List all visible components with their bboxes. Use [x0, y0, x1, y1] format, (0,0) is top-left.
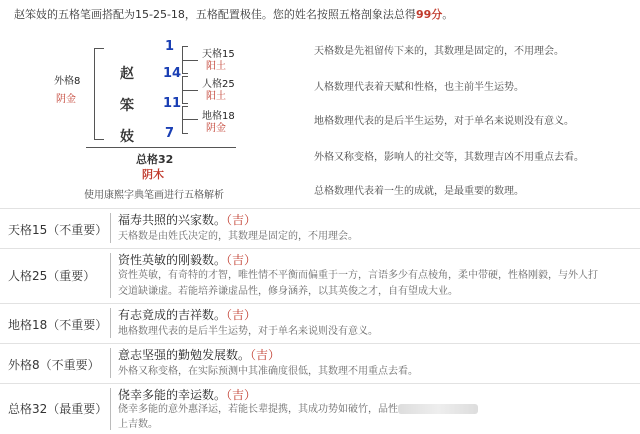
explanation-renge: 人格数理代表着天赋和性格，也主前半生运势。	[314, 82, 524, 93]
score-value: 99分	[415, 8, 443, 21]
waige-element: 阴金	[56, 94, 76, 105]
row-desc-line-1: 资性英敏，有奇特的才智，唯性情不平衡而偏重于一方，言语多少有点棱角，柔中带硬，性格刚毅，与外人打	[118, 270, 598, 281]
row-title: 福寿共照的兴家数。（吉）	[118, 213, 257, 227]
table-row	[0, 344, 640, 382]
stroke-num-4: 7	[165, 126, 175, 141]
table-row	[0, 384, 640, 434]
waige-label: 外格8	[54, 76, 81, 87]
row-desc: 天格数是由姓氏决定的，其数理是固定的，不用理会。	[118, 231, 358, 242]
row-desc-line-1: 侥幸多能的意外惠泽运，若能长辈提携，其成功势如破竹，品性	[118, 401, 478, 419]
diagram-caption: 使用康熙字典笔画进行五格解析	[84, 190, 224, 201]
dige-label: 地格18	[202, 111, 235, 122]
row-desc-line-2: 交道缺谦虚。若能培养谦虚品性，修身涵养，以其英俊之才，自有望成大业。	[118, 286, 458, 297]
row-label: 人格25（重要）	[8, 269, 96, 283]
explanation-zongge: 总格数理代表着一生的成就，是最重要的数理。	[314, 186, 524, 197]
zongge-label: 总格32	[136, 153, 174, 166]
row-title: 资性英敏的刚毅数。（吉）	[118, 253, 257, 267]
row-title: 意志坚强的勤勉发展数。（吉）	[118, 348, 281, 362]
tiange-element: 阳土	[206, 61, 226, 72]
renge-label: 人格25	[202, 79, 235, 90]
explanation-tiange: 天格数是先祖留传下来的，其数理是固定的，不用理会。	[314, 46, 564, 57]
tiange-label: 天格15	[202, 49, 235, 60]
row-label: 地格18（不重要）	[8, 318, 108, 332]
row-title: 侥幸多能的幸运数。（吉）	[118, 388, 257, 402]
row-desc-line-2: 上吉数。	[118, 419, 158, 430]
dige-element: 阴金	[206, 123, 226, 134]
explanation-waige: 外格又称变格，影响人的社交等，其数理吉凶不用重点去看。	[314, 152, 584, 163]
stroke-num-2: 14	[163, 66, 182, 81]
header-text: 赵笨妓的五格笔画搭配为15-25-18，五格配置极佳。您的姓名按照五格剖象法总得	[14, 8, 416, 21]
row-label: 天格15（不重要）	[8, 223, 108, 237]
char-3: 妓	[120, 129, 134, 145]
row-title: 有志竟成的吉祥数。（吉）	[118, 308, 257, 322]
header-tail: 。	[442, 8, 454, 21]
char-1: 赵	[120, 66, 134, 82]
row-label: 总格32（最重要）	[8, 402, 108, 416]
header-summary	[14, 6, 453, 22]
char-2: 笨	[120, 98, 134, 114]
row-desc: 外格又称变格，在实际预测中其准确度很低，其数理不用重点去看。	[118, 366, 418, 377]
row-desc: 地格数理代表的是后半生运势，对于单名来说则没有意义。	[118, 326, 378, 337]
renge-element: 阳土	[206, 91, 226, 102]
zongge-element: 阴木	[142, 168, 164, 181]
stroke-num-3: 11	[163, 96, 182, 111]
stroke-num-1: 1	[165, 39, 175, 54]
table-row	[0, 249, 640, 302]
row-label: 外格8（不重要）	[8, 358, 100, 372]
explanation-dige: 地格数理代表的是后半生运势，对于单名来说则没有意义。	[314, 116, 574, 127]
table-row	[0, 209, 640, 247]
table-row	[0, 304, 640, 342]
